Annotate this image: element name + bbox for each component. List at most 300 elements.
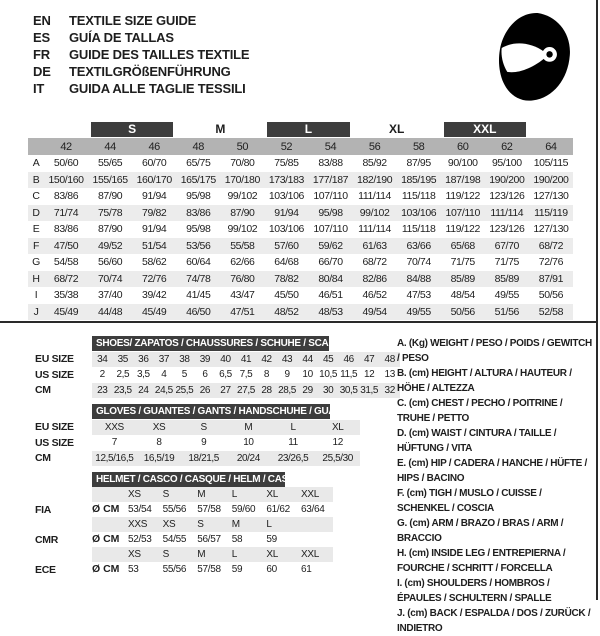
numeric-size-cell: 50 [220,138,264,155]
shoes-size-cell: 5 [181,369,187,380]
measurement-cell: 177/187 [312,173,349,186]
numeric-size-cell: 52 [264,138,308,155]
measurement-row [28,155,573,172]
shoes-size-cell: 30,5 [338,383,359,399]
measurement-cell: 39/42 [142,289,167,302]
shoes-size-cell: 6,5 [219,369,232,380]
measurement-cell: 99/102 [359,206,390,219]
shoes-row-label: US SIZE [35,368,74,381]
shoes-size-cell: 45 [318,352,339,368]
measurement-cell: 107/110 [445,206,480,219]
row-letter: G [32,256,40,269]
shoes-size-cell: 41 [236,352,257,368]
measurement-row [28,188,573,205]
language-title-text: GUIDE DES TAILLES TEXTILE [69,47,250,62]
measurement-row [28,271,573,288]
helmet-value-cell: 63/64 [300,504,325,515]
shoes-section [35,336,400,398]
measurement-cell: 60/70 [142,157,167,170]
measurement-cell: 51/56 [494,305,519,318]
measurement-cell: 127/130 [533,190,569,203]
helmet-unit-label: Ø CM [92,533,120,545]
size-group-label: M [215,122,226,136]
measurement-legend [397,336,593,636]
measurement-row [28,254,573,271]
shoes-size-cell: 42 [256,352,277,368]
shoes-size-cell: 46 [338,352,359,368]
numeric-size-cell: 56 [353,138,397,155]
legend-entry: E. (cm) HIP / CADERA / HANCHE / HÜFTE / HIPS / BACINO [397,458,587,484]
size-group-label [28,122,88,137]
measurement-cell: 95/100 [491,157,522,170]
corner-cell [28,138,44,155]
row-letter: D [32,206,40,219]
size-group-label [529,122,573,137]
measurement-cell: 60/64 [186,256,211,269]
measurement-cell: 50/56 [450,305,475,318]
measurement-cell: 71/75 [450,256,475,269]
helmet-section [35,472,333,577]
measurement-cell: 78/82 [274,272,299,285]
measurement-cell: 72/76 [142,272,167,285]
measurement-cell: 59/62 [318,239,343,252]
helmet-unit-label: Ø CM [92,563,120,575]
shoes-size-cell: 32 [379,383,400,399]
helmet-header-row [35,472,333,487]
gloves-size-cell: XS [137,420,182,436]
measurement-cell: 61/63 [362,239,387,252]
shoes-size-cell: 10,5 [319,369,338,380]
measurement-cell: 47/50 [53,239,79,252]
gloves-size-cell: 25,5/30 [315,451,360,467]
language-title-text: GUIDA ALLE TAGLIE TESSILI [69,81,246,96]
measurement-cell: 68/72 [538,239,564,252]
measurement-cell: 82/86 [362,272,387,285]
helmet-standard-block [35,517,333,547]
shoes-section-title: SHOES/ ZAPATOS / CHAUSSURES / SCHUHE / SCARPE [92,336,329,351]
numeric-size-cell: 42 [44,138,88,155]
shoes-size-cell: 10 [302,369,313,380]
measurement-cell: 48/52 [274,305,299,318]
measurement-cell: 190/200 [533,173,569,186]
measurement-cell: 64/68 [274,256,299,269]
gloves-row-label: CM [35,452,51,465]
row-letter: C [32,190,40,203]
measurement-cell: 123/126 [489,223,525,236]
measurement-cell: 85/92 [362,157,387,170]
legend-entry: A. (Kg) WEIGHT / PESO / POIDS / GEWITCH / PESO [397,338,592,364]
shoes-size-cell: 26 [195,383,216,399]
measurement-cell: 115/118 [401,223,436,236]
measurement-cell: 87/95 [406,157,431,170]
measurement-cell: 50/56 [538,289,564,302]
measurement-cell: 58/62 [142,256,167,269]
shoes-size-cell: 39 [195,352,216,368]
language-title-row [33,63,249,80]
measurement-cell: 44/48 [97,305,123,318]
shoes-size-cell: 29 [297,383,318,399]
gloves-size-cell: L [271,420,316,436]
gloves-row [35,451,360,467]
shoes-rows [35,352,400,399]
helmet-value-row [35,532,333,547]
measurement-cell: 155/165 [92,173,128,186]
section-divider-line [0,321,598,323]
measurement-cell: 70/74 [406,256,431,269]
legend-entry: J. (cm) BACK / ESPALDA / DOS / ZURÜCK / INDIETRO [397,608,591,634]
legend-entry: F. (cm) TIGH / MUSLO / CUISSE / SCHENKEL / COSCIA [397,488,542,514]
measurement-cell: 150/160 [48,173,84,186]
helmet-standard-block [35,547,333,577]
gloves-size-cell: 7 [111,437,117,448]
measurement-cell: 103/106 [268,223,304,236]
measurement-cell: 76/80 [230,272,255,285]
numeric-size-cell: 62 [485,138,529,155]
gloves-section [35,404,360,466]
spacer [92,517,125,532]
legend-entry: G. (cm) ARM / BRAZO / BRAS / ARM / BRACCIO [397,518,564,544]
shoes-size-cell: 37 [154,352,175,368]
measurement-cell: 72/76 [538,256,564,269]
numeric-size-cell: 44 [88,138,132,155]
measurement-cell: 71/74 [53,206,79,219]
measurement-cell: 84/88 [406,272,431,285]
shoes-size-cell: 28 [256,383,277,399]
measurement-cell: 66/70 [318,256,343,269]
shoes-size-cell: 7,5 [239,369,253,380]
shoes-size-cell: 31,5 [359,383,380,399]
language-title-row [33,80,249,97]
helmet-size-row [35,487,333,502]
size-group-row [28,120,573,138]
helmet-standard-label: FIA [35,503,52,516]
measurement-cell: 74/78 [186,272,211,285]
measurement-cell: 50/60 [53,157,79,170]
measurement-cell: 48/54 [450,289,475,302]
measurement-cell: 52/58 [538,305,564,318]
measurement-cell: 165/175 [180,173,216,186]
helmet-value-cell [298,532,333,547]
shoes-size-cell: 34 [92,352,113,368]
size-group-header [441,120,529,138]
gloves-row-label: EU SIZE [35,421,74,434]
measurement-cell: 75/85 [274,157,299,170]
measurement-cell: 85/89 [450,272,475,285]
shoes-size-cell: 44 [297,352,318,368]
helmet-value-cell: 60 [266,564,277,575]
language-title-row [33,46,249,63]
measurement-cell: 68/72 [362,256,387,269]
measurement-cell: 83/86 [53,190,79,203]
language-code: FR [33,47,50,62]
gloves-size-cell: 20/24 [226,451,271,467]
shoes-row [35,352,400,368]
shoes-size-cell: 40 [215,352,236,368]
size-group-label: L [267,122,349,137]
row-letter: F [32,239,39,252]
language-code: IT [33,81,45,96]
measurement-cell: 68/72 [53,272,79,285]
measurement-cell: 65/75 [186,157,211,170]
measurement-cell: 87/90 [97,223,123,236]
size-group-header [28,120,88,138]
measurement-cell: 46/52 [362,289,387,302]
helmet-value-row [35,562,333,577]
legend-entry: H. (cm) INSIDE LEG / ENTREPIERNA / FOURCHE / SCHRITT / FORCELLA [397,548,566,574]
helmet-value-cell: 53/54 [128,504,152,515]
legend-entry: B. (cm) HEIGHT / ALTURA / HAUTEUR / HÖHE / ALTEZZA [397,368,572,394]
numeric-size-row [28,138,573,155]
measurement-cell: 111/114 [358,190,391,203]
helmet-value-cell: 55/56 [162,564,187,575]
legend-entry: D. (cm) WAIST / CINTURA / TAILLE / HÜFTUNG / VITA [397,428,557,454]
shoes-row-label: CM [35,384,51,397]
helmet-size-cell: M [194,487,229,502]
shoes-size-cell: 30 [318,383,339,399]
shoes-size-cell: 11,5 [340,369,358,380]
measurement-cell: 95/98 [318,206,343,219]
measurement-cell: 45/50 [274,289,299,302]
measurement-cell: 111/114 [490,206,524,219]
shoes-size-cell: 13 [384,369,395,380]
language-title-text: TEXTILE SIZE GUIDE [69,13,197,28]
helmet-size-cell: XXL [298,547,333,562]
measurement-cell: 83/86 [53,223,79,236]
size-group-label: XXL [444,122,526,137]
measurement-cell: 85/89 [494,272,519,285]
helmet-standards [35,487,333,577]
helmet-size-cell: M [229,517,264,532]
shoes-size-cell: 24,5 [154,383,175,399]
measurement-cell: 45/49 [53,305,79,318]
shoes-size-cell: 24 [133,383,154,399]
measurement-cell: 95/98 [186,223,211,236]
measurement-cell: 62/66 [230,256,255,269]
shoes-size-cell: 8 [263,369,270,380]
gloves-size-cell: 8 [156,437,162,448]
measurement-cell: 71/75 [494,256,519,269]
helmet-size-cell: XL [263,547,298,562]
measurement-cell: 170/180 [224,173,260,186]
measurement-cell: 105/115 [533,157,569,170]
measurement-cell: 37/40 [97,289,123,302]
helmet-unit-label: Ø CM [92,503,120,515]
helmet-value-cell: 56/57 [197,534,221,545]
measurement-cell: 55/58 [230,239,255,252]
shoes-size-cell: 12 [364,369,375,380]
helmet-size-cell: L [229,487,264,502]
measurement-cell: 111/114 [358,223,391,236]
gloves-size-cell: 23/26,5 [271,451,316,467]
row-letter: A [32,157,40,170]
shoes-size-cell: 27,5 [236,383,257,399]
size-group-header [529,120,573,138]
measurement-cell: 87/91 [538,272,564,285]
helmet-size-cell: XL [263,487,298,502]
shoes-row [35,367,400,383]
measurement-cell: 91/94 [142,223,167,236]
helmet-value-cell: 61/62 [266,504,290,515]
measurement-cell: 91/94 [142,190,167,203]
measurement-cell: 173/183 [268,173,304,186]
measurement-row [28,238,573,255]
helmet-value-cell: 57/58 [197,564,221,575]
shoes-row-label: EU SIZE [35,353,74,366]
row-letter: H [32,272,40,285]
shoes-row [35,383,400,399]
helmet-standard-label: ECE [35,563,56,576]
helmet-size-cell: S [160,547,195,562]
helmet-value-cell: 58 [231,534,243,545]
measurement-cell: 46/51 [318,289,343,302]
row-letter: B [32,173,40,186]
size-group-label: S [91,122,173,137]
spacer [92,487,125,502]
helmet-size-cell: L [263,517,298,532]
helmet-size-cell: L [229,547,264,562]
measurement-cell: 123/126 [489,190,525,203]
shoes-size-cell: 23,5 [113,383,134,399]
measurement-cell: 83/86 [186,206,211,219]
shoes-size-cell: 25,5 [174,383,195,399]
apparel-size-table [28,120,573,320]
measurement-cell: 54/58 [53,256,79,269]
measurement-cell: 46/50 [186,305,211,318]
helmet-size-cell: XS [125,487,160,502]
gloves-size-cell: XXS [92,420,137,436]
measurement-cell: 63/66 [406,239,431,252]
helmet-value-cell: 53 [128,564,139,575]
measurement-cell: 115/119 [534,206,568,219]
measurement-row [28,221,573,238]
numeric-size-cell: 58 [397,138,441,155]
measurement-cell: 55/65 [97,157,123,170]
measurement-cell: 103/106 [268,190,304,203]
shoes-size-cell: 36 [133,352,154,368]
size-group-header [176,120,264,138]
helmet-value-cell: 59 [231,564,243,575]
helmet-value-cell: 54/55 [162,534,187,545]
gloves-size-cell: 12,5/16,5 [92,451,137,467]
measurement-cell: 57/60 [274,239,299,252]
language-title-row [33,29,249,46]
measurement-cell: 95/98 [186,190,211,203]
helmet-size-cell: XXL [298,487,333,502]
gloves-header-row [35,404,360,420]
measurement-cell: 49/55 [406,305,431,318]
gloves-row [35,435,360,451]
helmet-size-cell: XS [160,517,195,532]
measurement-row [28,304,573,321]
measurement-cell: 80/84 [318,272,343,285]
measurement-cell: 91/94 [274,206,299,219]
measurement-rows [28,155,573,320]
shoes-header-row [35,336,400,352]
measurement-row [28,205,573,222]
gloves-row [35,420,360,436]
helmet-value-cell: 59/60 [231,504,256,515]
size-group-header [264,120,352,138]
gloves-rows [35,420,360,467]
measurement-cell: 48/53 [318,305,343,318]
measurement-cell: 70/80 [230,157,255,170]
helmet-size-cell: XXS [125,517,160,532]
gloves-size-cell: 10 [243,437,254,448]
measurement-cell: 56/60 [97,256,123,269]
measurement-cell: 65/68 [450,239,475,252]
measurement-cell: 35/38 [53,289,79,302]
gloves-size-cell: 18/21,5 [181,451,226,467]
measurement-cell: 119/122 [445,190,480,203]
measurement-cell: 160/170 [136,173,172,186]
racing-helmet-icon [487,8,579,110]
gloves-size-cell: M [226,420,271,436]
shoes-size-cell: 23 [92,383,113,399]
helmet-section-title: HELMET / CASCO / CASQUE / HELM / CASCO [92,472,285,487]
measurement-cell: 90/100 [447,157,478,170]
measurement-cell: 53/56 [186,239,211,252]
gloves-row-label: US SIZE [35,436,74,449]
shoes-size-cell: 48 [379,352,400,368]
helmet-size-cell [298,517,333,532]
helmet-size-row [35,517,333,532]
measurement-cell: 51/54 [142,239,167,252]
helmet-size-cell: S [160,487,195,502]
measurement-cell: 70/74 [97,272,123,285]
measurement-cell: 47/53 [406,289,431,302]
language-code: EN [33,13,51,28]
gloves-size-cell: 12 [332,437,343,448]
helmet-size-cell: M [194,547,229,562]
measurement-cell: 45/49 [142,305,167,318]
size-group-header [353,120,441,138]
measurement-cell: 49/52 [97,239,123,252]
gloves-size-cell: S [181,420,226,436]
row-letter: J [33,305,39,318]
shoes-size-cell: 35 [113,352,134,368]
gloves-size-cell: 11 [288,437,298,448]
measurement-cell: 107/110 [313,223,348,236]
right-edge-line [596,0,598,600]
numeric-size-cell: 48 [176,138,220,155]
measurement-cell: 87/90 [230,206,255,219]
shoes-size-cell: 38 [174,352,195,368]
measurement-cell: 41/45 [186,289,211,302]
measurement-cell: 87/90 [97,190,123,203]
size-group-label: XL [388,122,405,136]
measurement-cell: 107/110 [313,190,348,203]
measurement-cell: 43/47 [230,289,255,302]
helmet-size-cell: XS [125,547,160,562]
gloves-size-cell: 16,5/19 [137,451,182,467]
measurement-cell: 119/122 [445,223,480,236]
measurement-cell: 75/78 [97,206,123,219]
legend-entry: I. (cm) SHOULDERS / HOMBROS / ÉPAULES / SCHULTERN / SPALLE [397,578,552,604]
helmet-value-cell: 55/56 [162,504,187,515]
language-code: DE [33,64,51,79]
numeric-size-cell: 60 [441,138,485,155]
gloves-size-cell: 9 [201,437,207,448]
measurement-cell: 99/102 [227,190,258,203]
gloves-section-title: GLOVES / GUANTES / GANTS / HANDSCHUHE / GUANTI [92,404,330,419]
measurement-cell: 83/88 [318,157,343,170]
helmet-value-cell: 57/58 [197,504,221,515]
measurement-cell: 127/130 [533,223,569,236]
size-group-header [88,120,176,138]
row-letter: E [32,223,40,236]
measurement-cell: 47/51 [230,305,255,318]
shoes-size-cell: 6 [202,369,208,380]
